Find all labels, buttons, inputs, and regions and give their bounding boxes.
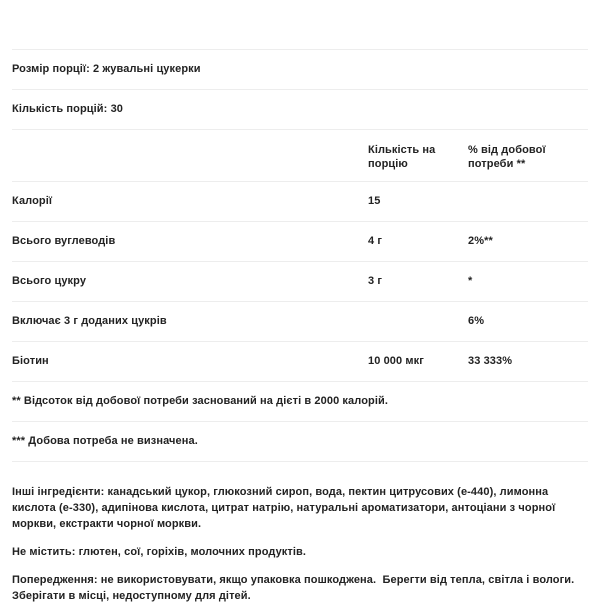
top-spacer [12,0,588,49]
nutrient-name: Біотин [12,355,49,367]
nutrient-amount: 10 000 мкг [368,355,424,367]
nutrient-amount: 4 г [368,235,383,247]
nutrient-amount: 15 [368,195,381,207]
nutrient-name: Калорії [12,195,53,207]
servings-per-container-row [12,89,588,129]
nutrient-daily-value: 33 333% [468,355,513,367]
table-header-row [12,129,588,181]
ingredients-spacer [12,475,588,484]
nutrient-amount: 3 г [368,275,383,287]
table-row [12,221,588,261]
nutrient-name: Включає 3 г доданих цукрів [12,315,167,327]
warning-text: Попередження: не використовувати, якщо упаковка пошкоджена. Берегти від тепла, світла і вологи. Зберігати в місці, недоступному для дітей. [12,574,578,602]
other-ingredients-text: Інші інгредієнти: канадський цукор, глюкозний сироп, вода, пектин цитрусових (е-440), лимонна кислота (е-330), адипінова кислота, цитрат натрію, натуральні ароматизатори, антоціани з чорної моркви, екстракти чорної моркви. [12,486,559,530]
footnote-text: *** Добова потреба не визначена. [12,435,198,447]
header-percent-daily-value: % від добової потреби ** [468,144,546,170]
nutrient-name: Всього вуглеводів [12,235,116,247]
table-row [12,341,588,381]
free-from-text: Не містить: глютен, сої, горіхів, молочних продуктів. [12,546,307,558]
header-amount-per-serving: Кількість на порцію [368,144,436,170]
footnote-text: ** Відсоток від добової потреби заснований на дієті в 2000 калорій. [12,395,389,407]
table-row [12,301,588,341]
nutrient-daily-value: 6% [468,315,485,327]
serving-size-label: Розмір порції: 2 жувальні цукерки [12,63,201,75]
table-row [12,261,588,301]
table-row [12,181,588,221]
servings-per-container-label: Кількість порцій: 30 [12,103,124,115]
other-ingredients-block [12,461,588,604]
footnote-row-daily-value-not-established [12,421,588,461]
nutrient-daily-value: 2%** [468,235,493,247]
nutrient-name: Всього цукру [12,275,87,287]
nutrient-daily-value: * [468,275,473,287]
footnote-row-daily-value-basis [12,381,588,421]
serving-size-row [12,49,588,89]
